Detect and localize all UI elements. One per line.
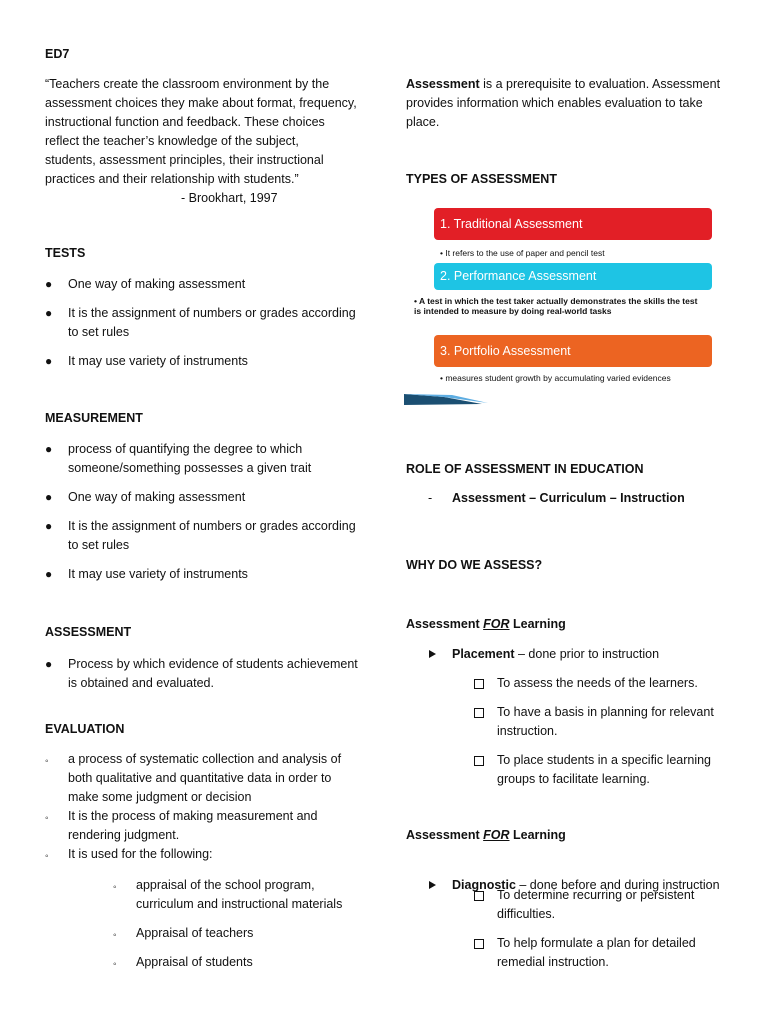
list-item: ● It is the assignment of numbers or grades according to set rules [45,306,356,339]
role-heading: ROLE OF ASSESSMENT IN EDUCATION [406,462,644,476]
evaluation-list [45,750,355,864]
evaluation-sublist [113,876,363,972]
role-dash: - [428,491,433,505]
types-diagram [404,202,716,404]
list-item: ◦ a process of systematic collection and analysis of both qualitative and quantitative data in order to make some judgment or decision [45,752,342,804]
list-item: ◦ It is the process of making measurement and rendering judgment. [45,809,318,842]
role-item: Assessment – Curriculum – Instruction [452,491,685,505]
checkbox-bullet-icon [474,891,484,901]
swoosh-decoration [404,391,494,405]
list-item: ◦ Appraisal of students [113,953,363,972]
afl-heading-2: Assessment FOR Learning [406,828,566,842]
type-desc-performance: • A test in which the test taker actually demonstrates the skills the test is intended to measure by doing real-world tasks [414,296,698,316]
type-bar-traditional: 1. Traditional Assessment [434,208,712,240]
list-item: To determine recurring or persistent difficulties. [474,886,729,924]
circle-bullet-icon: ◦ [113,882,117,893]
intro-text: is a prerequisite to evaluation. Assessment provides information which enables evaluation to take place. [406,77,721,129]
circle-bullet-icon: ◦ [45,851,49,862]
bullet-icon: ● [45,567,53,581]
list-item: ● One way of making assessment [45,275,365,294]
list-item: To assess the needs of the learners. [474,674,729,693]
list-item: ● Process by which evidence of students achievement is obtained and evaluated. [45,657,358,690]
evaluation-heading: EVALUATION [45,722,125,736]
bullet-icon: ● [45,490,53,504]
types-heading: TYPES OF ASSESSMENT [406,172,557,186]
quote-line: reflect the teacher’s knowledge of the subject, [45,134,299,148]
circle-bullet-icon: ◦ [113,930,117,941]
assessment-list [45,655,365,693]
circle-bullet-icon: ◦ [113,959,117,970]
bullet-icon: ● [45,442,53,456]
measurement-list [45,440,365,584]
bullet-icon: ● [45,306,53,320]
list-item: ● It may use variety of instruments [45,352,365,371]
quote-attribution: - Brookhart, 1997 [181,191,278,205]
checkbox-bullet-icon [474,708,484,718]
bullet-icon: ● [45,354,53,368]
quote-line: assessment choices they make about format, frequency, [45,96,357,110]
assessment-heading: ASSESSMENT [45,625,132,639]
list-item: ● One way of making assessment [45,488,365,507]
circle-bullet-icon: ◦ [45,813,49,824]
tests-heading: TESTS [45,246,86,260]
list-item: To place students in a specific learning groups to facilitate learning. [474,751,729,789]
arrow-bullet-icon [429,650,436,658]
quote-line: practices and their relationship with students.” [45,172,299,186]
afl-heading-1: Assessment FOR Learning [406,617,566,631]
list-item: ◦ It is used for the following: [45,845,355,864]
bullet-icon: ● [45,657,53,671]
placement-list [474,674,729,789]
intro-bold: Assessment [406,77,480,91]
list-item: To have a basis in planning for relevant instruction. [474,703,729,741]
quote [45,75,375,208]
diagnostic-list [474,886,729,972]
checkbox-bullet-icon [474,756,484,766]
list-item: ◦ Appraisal of teachers [113,924,363,943]
type-bar-performance: 2. Performance Assessment [434,263,712,290]
intro-paragraph [406,75,736,132]
list-item: ● process of quantifying the degree to which someone/something possesses a given trait [45,442,312,475]
list-item: ● It may use variety of instruments [45,565,365,584]
tests-list [45,275,365,371]
placement-item: Placement – done prior to instruction [429,645,768,664]
circle-bullet-icon: ◦ [45,756,49,767]
type-desc-portfolio: • measures student growth by accumulating varied evidences [440,373,671,383]
list-item: ◦ appraisal of the school program, curriculum and instructional materials [113,878,343,911]
arrow-bullet-icon [429,881,436,889]
list-item: To help formulate a plan for detailed remedial instruction. [474,934,729,972]
diagnostic-item: Diagnostic – done before and during instruction [429,876,768,895]
checkbox-bullet-icon [474,939,484,949]
measurement-heading: MEASUREMENT [45,411,143,425]
quote-line: instructional function and feedback. These choices [45,115,325,129]
checkbox-bullet-icon [474,679,484,689]
bullet-icon: ● [45,519,53,533]
list-item: ● It is the assignment of numbers or grades according to set rules [45,519,356,552]
type-desc-traditional: • It refers to the use of paper and pencil test [440,248,605,258]
bullet-icon: ● [45,277,53,291]
quote-line: “Teachers create the classroom environment by the [45,77,330,91]
doc-code: ED7 [45,47,70,61]
type-bar-portfolio: 3. Portfolio Assessment [434,335,712,367]
quote-line: students, assessment principles, their instructional [45,153,324,167]
why-heading: WHY DO WE ASSESS? [406,558,543,572]
